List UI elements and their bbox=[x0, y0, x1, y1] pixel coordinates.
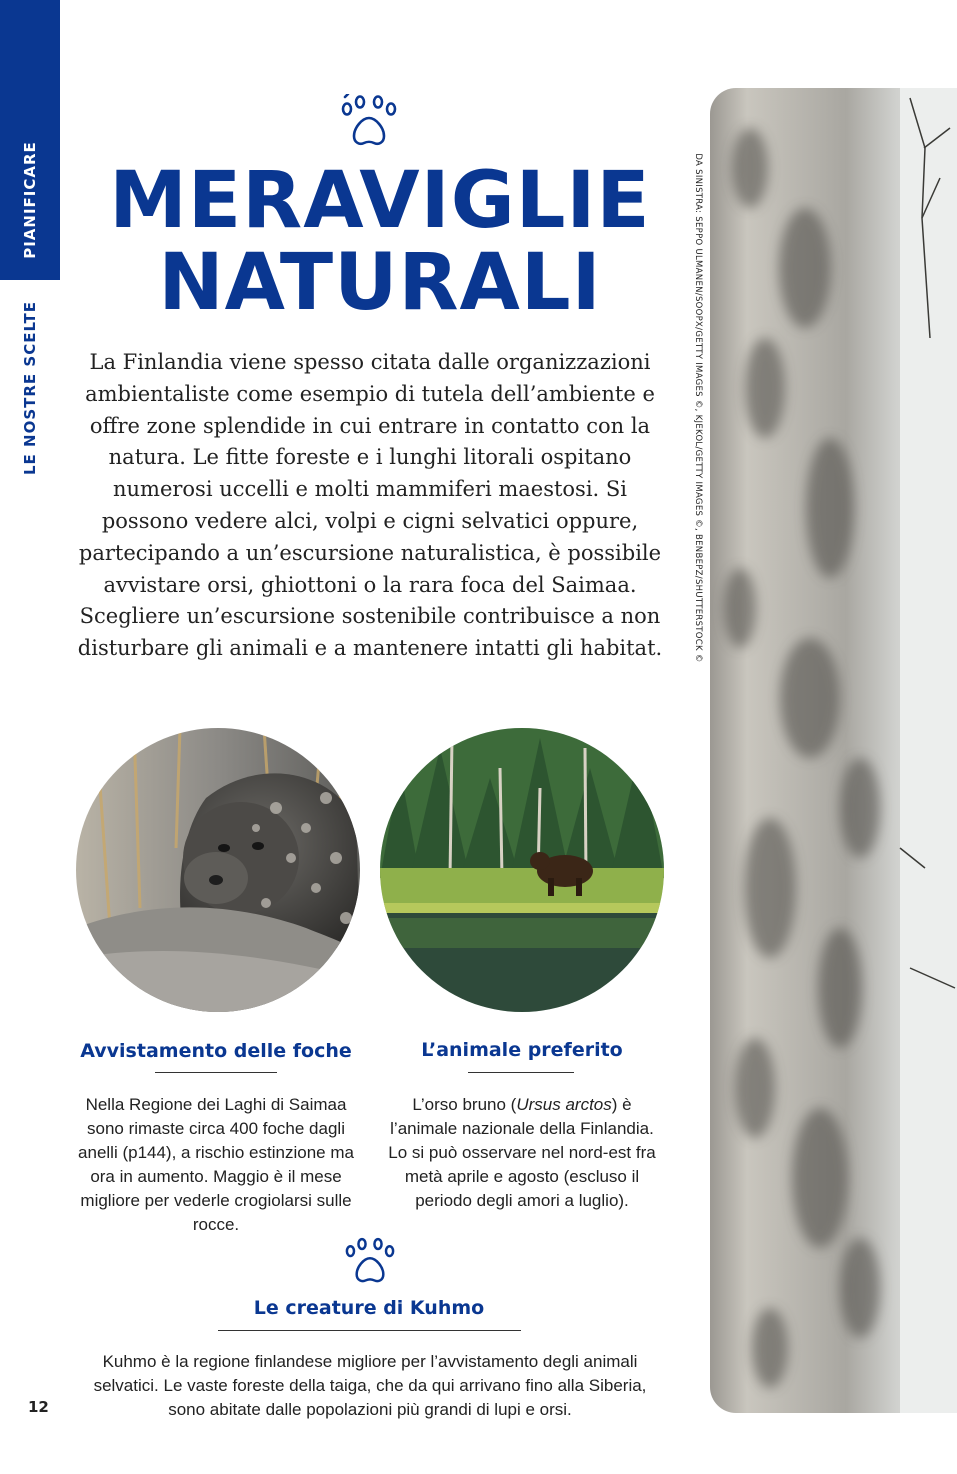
title-line-1: MERAVIGLIE bbox=[109, 156, 651, 246]
chapter-label: LE NOSTRE SCELTE bbox=[21, 301, 39, 475]
birch-trunk-photo bbox=[710, 88, 957, 1413]
section-label: PIANIFICARE bbox=[21, 141, 39, 259]
paw-print-icon bbox=[340, 94, 398, 148]
bear-section-body bbox=[380, 1093, 664, 1213]
bear-body-start: L’orso bruno ( bbox=[412, 1095, 517, 1114]
seal-photo bbox=[76, 728, 360, 1012]
page-number: 12 bbox=[28, 1398, 49, 1416]
seals-title-rule bbox=[155, 1072, 277, 1073]
seals-section-title: Avvistamento delle foche bbox=[80, 1040, 352, 1062]
title-line-2: NATURALI bbox=[158, 238, 602, 328]
kuhmo-title-rule bbox=[218, 1330, 521, 1331]
bear-photo bbox=[380, 728, 664, 1012]
photo-credit: DA SINISTRA: SEPPO ULMANEN/SOOPX/GETTY IMAGES ©, KJEKOL/GETTY IMAGES ©, BENBEPZ/SHUTTERSTOCK © bbox=[693, 153, 703, 663]
bear-body-end: ) è l’animale nazionale della Finlandia. Lo si può osservare nel nord-est fra metà aprile e agosto (escluso il periodo degli amori a luglio). bbox=[388, 1095, 656, 1210]
kuhmo-section-title: Le creature di Kuhmo bbox=[253, 1297, 485, 1319]
paw-print-icon bbox=[344, 1236, 396, 1284]
page-title bbox=[60, 156, 700, 328]
bear-species-name: Ursus arctos bbox=[516, 1095, 612, 1114]
bear-title-rule bbox=[468, 1072, 574, 1073]
kuhmo-section-body: Kuhmo è la regione finlandese migliore per l’avvistamento degli animali selvatici. Le vaste foreste della taiga, che da qui arrivano fino alla Siberia, sono abitate dalle popolazioni più grandi di lupi e orsi. bbox=[93, 1352, 647, 1419]
bear-section-title: L’animale preferito bbox=[421, 1039, 623, 1061]
seals-section-body: Nella Regione dei Laghi di Saimaa sono rimaste circa 400 foche dagli anelli (p144), a rischio estinzione ma ora in aumento. Maggio è il mese migliore per vederle crogiolarsi sulle rocce. bbox=[78, 1095, 354, 1234]
intro-paragraph: La Finlandia viene spesso citata dalle organizzazioni ambientaliste come esempio di tutela dell’ambiente e offre zone splendide in cui entrare in contatto con la natura. Le fitte foreste e i lunghi litorali ospitano numerosi uccelli e molti mammiferi maestosi. Si possono vedere alci, volpi e cigni selvatici oppure, partecipando a un’escursione naturalistica, è possibile avvistare orsi, ghiottoni o la rara foca del Saimaa. Scegliere un’escursione sostenibile contribuisce a non disturbare gli animali e a mantenere intatti gli habitat. bbox=[77, 350, 663, 661]
